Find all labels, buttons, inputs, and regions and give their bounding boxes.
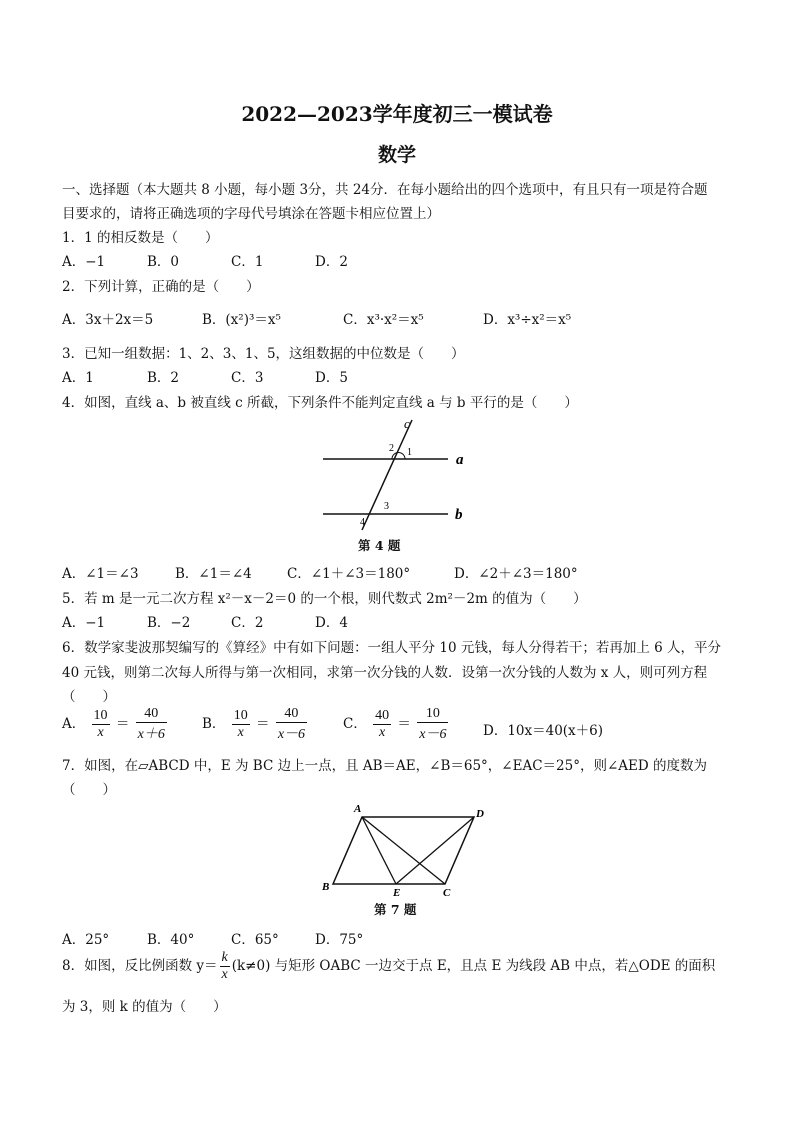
label-angle-3: 3 <box>384 501 389 512</box>
q3-option-d: D．5 <box>315 370 348 386</box>
q6-line1: 6．数学家斐波那契编写的《算经》中有如下问题：一组人平分 10 元钱，每人分得若干；若再加上 6 人，平分 <box>62 640 722 656</box>
q4-option-b: B．∠1＝∠4 <box>175 566 252 582</box>
q8-line1: 8．如图，反比例函数 y＝ $\frac{k}{x}$ (k≠0) 与矩形 OABC 一边交于点 E，且点 E 为线段 AB 中点，若△ODE 的面积 <box>62 950 716 982</box>
q4-caption: 第 4 题 <box>358 538 401 553</box>
q6-option-d: D．10x＝40(x＋6) <box>483 723 604 739</box>
q6-line2: 40 元钱，则第二次每人所得与第一次相同，求第一次分钱的人数．设第一次分钱的人数为 x 人，则可列方程 <box>62 665 708 681</box>
q5-option-c: C．2 <box>231 615 264 631</box>
q5-option-d: D．4 <box>315 615 348 631</box>
segment-ac <box>362 817 445 884</box>
label-angle-2: 2 <box>389 443 394 454</box>
q7-option-c: C．65° <box>231 932 279 948</box>
q2-option-a: A．3x＋2x＝5 <box>62 312 154 328</box>
q5-option-b: B．−2 <box>147 615 191 631</box>
label-angle-4: 4 <box>360 517 365 528</box>
q3-option-b: B．2 <box>147 370 180 386</box>
q1-option-b: B．0 <box>147 254 180 270</box>
subject-title: 数学 <box>377 144 416 166</box>
label-c: c <box>404 416 410 431</box>
q4-figure <box>318 414 498 536</box>
q6-option-a: A． $\frac{10}{x}$ ＝ $\frac{40}{x+6}$ <box>62 706 165 742</box>
q2-stem: 2．下列计算，正确的是（ ） <box>62 279 260 295</box>
q1-option-c: C．1 <box>231 254 264 270</box>
q6-option-b: B． $\frac{10}{x}$ ＝ $\frac{40}{x-6}$ <box>202 706 306 742</box>
q7-option-b: B．40° <box>147 932 195 948</box>
q2-option-c: C．x³·x²＝x⁵ <box>343 312 424 328</box>
q8-line2: 为 3，则 k 的值为（ ） <box>62 999 227 1015</box>
q2-option-d: D．x³÷x²＝x⁵ <box>483 312 572 328</box>
q2-option-b: B．(x²)³＝x⁵ <box>202 312 281 328</box>
q7-line1: 7．如图，在▱ABCD 中，E 为 BC 边上一点，且 AB＝AE，∠B＝65°，∠EAC＝25°，则∠AED 的度数为 <box>62 758 707 774</box>
q3-stem: 3．已知一组数据：1、2、3、1、5，这组数据的中位数是（ ） <box>62 346 465 362</box>
q4-stem: 4．如图，直线 a、b 被直线 c 所截，下列条件不能判定直线 a 与 b 平行的是（ ） <box>62 395 578 411</box>
q1-option-d: D．2 <box>315 254 348 270</box>
q4-option-a: A．∠1＝∠3 <box>62 566 139 582</box>
section-instructions-line2: 目要求的，请将正确选项的字母代号填涂在答题卡相应位置上） <box>62 206 440 222</box>
q5-stem: 5．若 m 是一元二次方程 x²－x－2＝0 的一个根，则代数式 2m²－2m 的值为（ ） <box>62 591 587 607</box>
label-a: a <box>456 452 464 468</box>
q7-figure <box>316 800 496 900</box>
q7-option-a: A．25° <box>62 932 110 948</box>
q4-option-c: C．∠1＋∠3＝180° <box>287 566 411 582</box>
q7-line2: （ ） <box>62 782 116 798</box>
q1-option-a: A．−1 <box>62 254 106 270</box>
label-b: b <box>455 507 463 523</box>
q4-option-d: D．∠2＋∠3＝180° <box>454 566 578 582</box>
q3-option-c: C．3 <box>231 370 264 386</box>
segment-ed <box>396 817 474 884</box>
section-instructions-line1: 一、选择题（本大题共 8 小题，每小题 3分，共 24分．在每小题给出的四个选项中，有且只有一项是符合题 <box>62 182 708 198</box>
segment-ae <box>362 817 396 884</box>
label-point-e: E <box>393 887 401 899</box>
q6-line3: （ ） <box>62 689 116 705</box>
q5-option-a: A．−1 <box>62 615 106 631</box>
label-point-a: A <box>354 803 362 815</box>
q3-option-a: A．1 <box>62 370 94 386</box>
label-angle-1: 1 <box>407 447 412 458</box>
label-point-c: C <box>443 887 451 899</box>
q7-caption: 第 7 题 <box>374 902 417 917</box>
page-title: 2022—2023学年度初三一模试卷 <box>241 102 553 126</box>
q6-option-c: C． $\frac{40}{x}$ ＝ $\frac{10}{x-6}$ <box>343 706 447 742</box>
q7-option-d: D．75° <box>315 932 364 948</box>
label-point-b: B <box>322 881 330 893</box>
label-point-d: D <box>476 808 484 820</box>
q1-stem: 1．1 的相反数是（ ） <box>62 230 219 246</box>
